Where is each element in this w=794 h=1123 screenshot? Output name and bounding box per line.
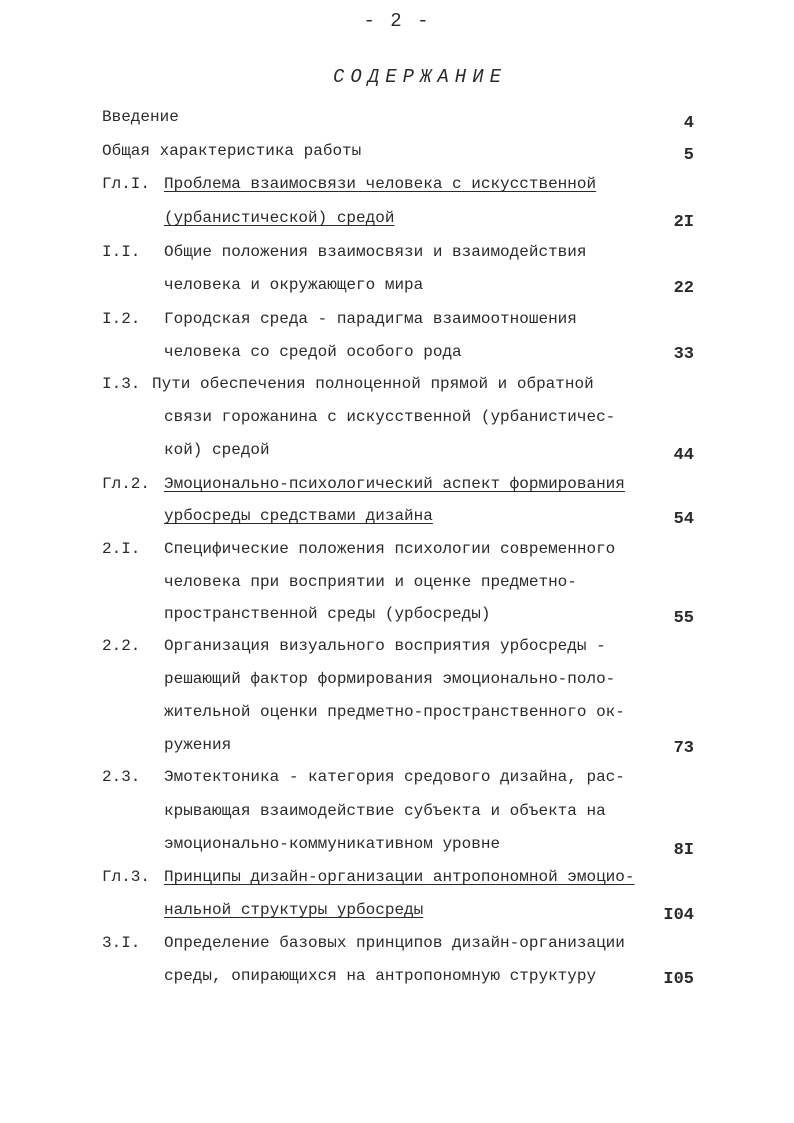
toc-entry-line: жительной оценки предметно-пространственного ок-: [164, 703, 625, 721]
toc-entry-2-3: [102, 768, 625, 858]
toc-entry-number: Гл.2.: [102, 475, 151, 493]
toc-entry-line: ружения: [164, 736, 232, 754]
toc-entry-line: Специфические положения психологии современного: [164, 540, 616, 558]
toc-entry-chapter-2: [102, 475, 625, 547]
toc-entry-1-3: [102, 375, 616, 465]
toc-entry-line: решающий фактор формирования эмоционально-поло-: [164, 670, 616, 688]
toc-entry-1-1: [102, 243, 587, 315]
toc-page-number: 73: [673, 739, 694, 758]
toc-entry-line: человека со средой особого рода: [164, 343, 462, 361]
toc-entry-line: Проблема взаимосвязи человека с искусственной: [164, 175, 597, 193]
toc-entry-line: Организация визуального восприятия урбосреды -: [164, 637, 606, 655]
toc-entry-line: Определение базовых принципов дизайн-организации: [164, 934, 625, 952]
toc-entry-line: Эмоционально-психологический аспект формирования: [164, 475, 625, 493]
toc-page-number: I04: [663, 906, 694, 925]
toc-page-number: 2I: [673, 213, 694, 232]
toc-page-number: 33: [673, 345, 694, 364]
toc-entry-number: 2.3.: [102, 768, 141, 786]
toc-page-number: 8I: [673, 841, 694, 860]
toc-entry-3-1: [102, 934, 625, 1006]
toc-entry-intro: [102, 108, 179, 144]
toc-entry-number: 3.I.: [102, 934, 141, 952]
toc-page-number: 22: [673, 279, 694, 298]
toc-entry-2-1: [102, 540, 616, 630]
toc-entry-chapter-1: [102, 175, 597, 247]
toc-entry-line: кой) средой: [164, 441, 270, 459]
toc-entry-number: I.2.: [102, 310, 141, 328]
toc-entry-line: среды, опирающихся на антропономную структуру: [164, 967, 597, 985]
toc-entry-number: I.I.: [102, 243, 141, 261]
toc-page-number: 44: [673, 446, 694, 465]
toc-entry-characteristics: [102, 142, 362, 178]
toc-page-number: I05: [663, 970, 694, 989]
toc-entry-line: Городская среда - парадигма взаимоотношения: [164, 310, 577, 328]
toc-entry-chapter-3: [102, 868, 635, 940]
toc-entry-line: человека при восприятии и оценке предметно-: [164, 573, 577, 591]
toc-entry-number: Гл.3.: [102, 868, 151, 886]
toc-entry-line: крывающая взаимодействие субъекта и объекта на: [164, 802, 606, 820]
toc-entry-line: пространственной среды (урбосреды): [164, 605, 491, 623]
toc-entry-line: урбосреды средствами дизайна: [164, 507, 433, 525]
toc-entry-line: нальной структуры урбосреды: [164, 901, 424, 919]
toc-entry-number: 2.I.: [102, 540, 141, 558]
toc-page-number: 4: [683, 114, 694, 133]
toc-entry-line: Принципы дизайн-организации антропономной эмоцио-: [164, 868, 635, 886]
toc-entry-line: Пути обеспечения полноценной прямой и обратной: [152, 375, 594, 393]
toc-page-number: 54: [673, 510, 694, 529]
toc-entry-line: Общая характеристика работы: [102, 142, 362, 160]
toc-entry-number: Гл.I.: [102, 175, 151, 193]
toc-entry-number: I.3.: [102, 375, 141, 393]
page-title: СОДЕРЖАНИЕ: [332, 66, 508, 88]
toc-page-number: 55: [673, 609, 694, 628]
toc-entry-line: Эмотектоника - категория средового дизайна, рас-: [164, 768, 625, 786]
page-number: - 2 -: [363, 10, 431, 32]
toc-entry-line: человека и окружающего мира: [164, 276, 424, 294]
toc-entry-line: Общие положения взаимосвязи и взаимодействия: [164, 243, 587, 261]
toc-entry-line: связи горожанина с искусственной (урбанистичес-: [164, 408, 616, 426]
toc-entry-line: эмоционально-коммуникативном уровне: [164, 835, 501, 853]
toc-entry-line: (урбанистической) средой: [164, 209, 395, 227]
toc-entry-number: 2.2.: [102, 637, 141, 655]
toc-page-number: 5: [683, 146, 694, 165]
toc-entry-line: Введение: [102, 108, 179, 126]
toc-entry-1-2: [102, 310, 577, 382]
toc-entry-2-2: [102, 637, 625, 754]
